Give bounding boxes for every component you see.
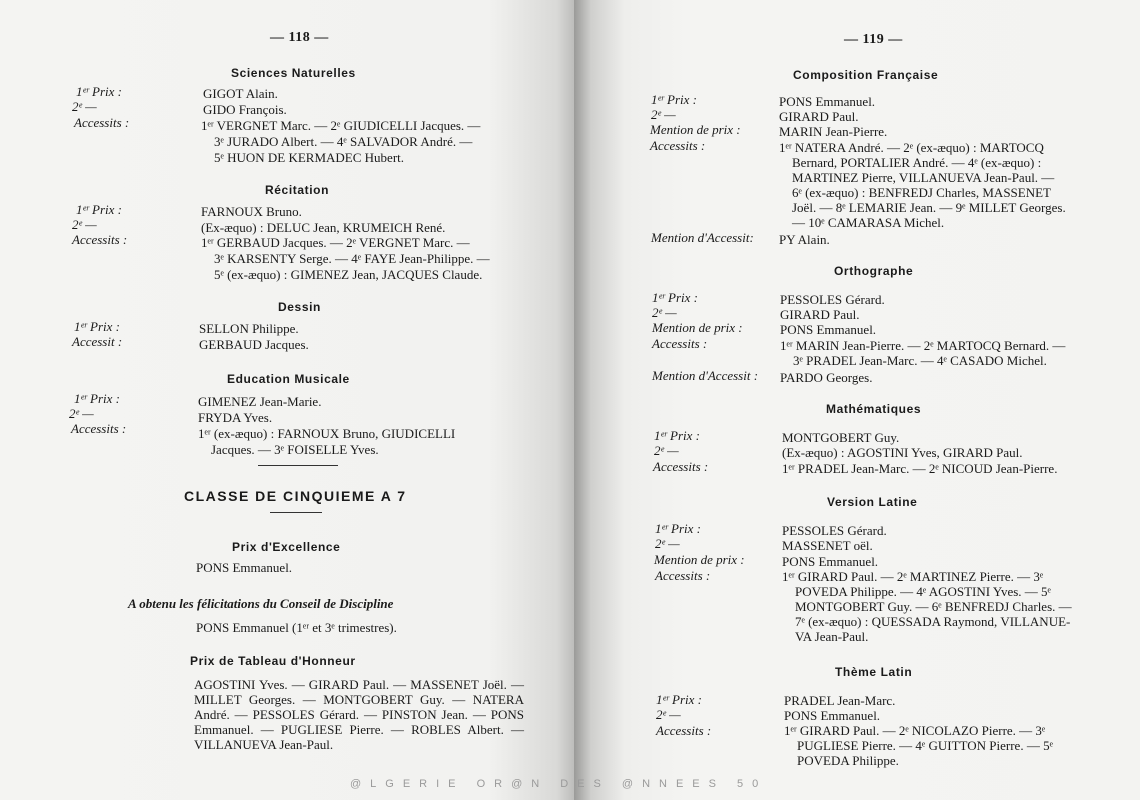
right-page — [574, 0, 1140, 800]
felicitations-winner: PONS Emmanuel (1ᵉʳ et 3ᵉ trimestres). — [196, 620, 397, 635]
divider — [270, 512, 322, 513]
accessit-line: MONTGOBERT Guy. — 6ᵉ BENFREDJ Charles. — — [795, 599, 1072, 614]
honour-roll-list: AGOSTINI Yves. — GIRARD Paul. — MASSENET Joël. — MILLET Georges. — MONTGOBERT Guy. — NATERA André. — PESSOLES Gérard. — PINSTON Jean. — PONS Emmanuel. — PUGLIESE Pierre. — ROBLES Albert. — VILLANUEVA Jean-Paul. — [194, 677, 524, 752]
accessit-line: 1ᵉʳ GIRARD Paul. — 2ᵉ NICOLAZO Pierre. — 3ᵉ — [784, 723, 1046, 738]
page-number: — 118 — — [270, 30, 329, 45]
prize-label: 2ᵉ — — [652, 305, 677, 320]
accessit-line: 3ᵉ KARSENTY Serge. — 4ᵉ FAYE Jean-Philippe. — — [214, 251, 490, 266]
prize-winner: (Ex-æquo) : DELUC Jean, KRUMEICH René. — [201, 220, 446, 235]
prize-label: 2ᵉ — — [72, 99, 97, 114]
prize-winner: GIRARD Paul. — [780, 307, 860, 322]
prize-label: 1ᵉʳ Prix : — [76, 202, 123, 217]
prize-winner: PONS Emmanuel. — [780, 322, 877, 337]
prize-winner: MARIN Jean-Pierre. — [779, 124, 888, 139]
prize-label: 1ᵉʳ Prix : — [656, 692, 703, 707]
prize-label: 1ᵉʳ Prix : — [74, 319, 121, 334]
watermark-text: @LGERIE OR@N DES @NNEES 50 — [350, 778, 768, 790]
prize-winner: PONS Emmanuel. — [196, 560, 293, 575]
accessits-label: Accessits : — [656, 723, 712, 738]
section-title-orthographe: Orthographe — [834, 264, 914, 278]
accessit-line: 3ᵉ JURADO Albert. — 4ᵉ SALVADOR André. — — [214, 134, 473, 149]
section-title-recitation: Récitation — [265, 183, 330, 197]
accessit-line: 1ᵉʳ PRADEL Jean-Marc. — 2ᵉ NICOUD Jean-Pierre. — [782, 461, 1058, 476]
accessits-label: Accessits : — [652, 336, 708, 351]
prize-winner: PONS Emmanuel. — [784, 708, 881, 723]
accessits-label: Accessits : — [74, 115, 130, 130]
accessits-label: Accessits : — [655, 568, 711, 583]
page-number: — 119 — — [844, 32, 903, 47]
accessit-line: 1ᵉʳ VERGNET Marc. — 2ᵉ GIUDICELLI Jacques. — — [201, 118, 481, 133]
section-title-excellence: Prix d'Excellence — [232, 540, 341, 554]
mention-label: Mention de prix : — [650, 122, 741, 137]
prize-winner: GIMENEZ Jean-Marie. — [198, 394, 322, 409]
accessit-line: MARTINEZ Pierre, VILLANUEVA Jean-Paul. — — [792, 170, 1055, 185]
section-title-version: Version Latine — [827, 495, 918, 509]
accessit-line: 5ᵉ HUON DE KERMADEC Hubert. — [214, 150, 405, 165]
accessit-line: 6ᵉ (ex-æquo) : BENFREDJ Charles, MASSENET — [792, 185, 1051, 200]
prize-label: 2ᵉ — — [656, 707, 681, 722]
accessits-label: Accessits : — [71, 421, 127, 436]
accessits-label: Accessits : — [72, 232, 128, 247]
prize-winner: PRADEL Jean-Marc. — [784, 693, 896, 708]
section-title-maths: Mathématiques — [826, 402, 922, 416]
accessit-line: PUGLIESE Pierre. — 4ᵉ GUITTON Pierre. — 5ᵉ — [797, 738, 1053, 753]
accessit-line: 1ᵉʳ GIRARD Paul. — 2ᵉ MARTINEZ Pierre. — 3ᵉ — [782, 569, 1044, 584]
prize-label: 1ᵉʳ Prix : — [652, 290, 699, 305]
prize-winner: GIRARD Paul. — [779, 109, 859, 124]
accessit-line: VA Jean-Paul. — [795, 629, 869, 644]
accessit-line: 1ᵉʳ MARIN Jean-Pierre. — 2ᵉ MARTOCQ Bernard. — — [780, 338, 1066, 353]
prize-label: 2ᵉ — — [69, 406, 94, 421]
accessit-line: 3ᵉ PRADEL Jean-Marc. — 4ᵉ CASADO Michel. — [793, 353, 1047, 368]
prize-winner: PARDO Georges. — [780, 370, 873, 385]
accessit-label: Accessit : — [72, 334, 123, 349]
prize-label: 2ᵉ — — [651, 107, 676, 122]
prize-winner: PESSOLES Gérard. — [780, 292, 885, 307]
mention-accessit-label: Mention d'Accessit: — [651, 230, 754, 245]
divider — [258, 465, 338, 466]
accessits-label: Accessits : — [653, 459, 709, 474]
section-title-composition: Composition Française — [793, 68, 939, 82]
prize-label: 2ᵉ — — [654, 443, 679, 458]
prize-winner: FRYDA Yves. — [198, 410, 273, 425]
prize-winner: GERBAUD Jacques. — [199, 337, 309, 352]
mention-label: Mention de prix : — [654, 552, 745, 567]
class-title: CLASSE DE CINQUIEME A 7 — [184, 488, 407, 504]
accessit-line: 1ᵉʳ (ex-æquo) : FARNOUX Bruno, GIUDICELLI — [198, 426, 456, 441]
prize-winner: PONS Emmanuel. — [779, 94, 876, 109]
accessits-label: Accessits : — [650, 138, 706, 153]
prize-label: 1ᵉʳ Prix : — [655, 521, 702, 536]
prize-label: 1ᵉʳ Prix : — [76, 84, 123, 99]
prize-winner: GIDO François. — [203, 102, 287, 117]
accessit-line: — 10ᵉ CAMARASA Michel. — [792, 215, 945, 230]
prize-label: 2ᵉ — — [72, 217, 97, 232]
accessit-line: Joël. — 8ᵉ LEMARIE Jean. — 9ᵉ MILLET Georges. — [792, 200, 1066, 215]
accessit-line: 7ᵉ (ex-æquo) : QUESSADA Raymond, VILLANUE- — [795, 614, 1071, 629]
prize-winner: PONS Emmanuel. — [782, 554, 879, 569]
prize-label: 1ᵉʳ Prix : — [651, 92, 698, 107]
accessit-line: POVEDA Philippe. — 4ᵉ AGOSTINI Yves. — 5ᵉ — [795, 584, 1051, 599]
mention-label: Mention de prix : — [652, 320, 743, 335]
section-title-tableau: Prix de Tableau d'Honneur — [190, 654, 356, 668]
prize-winner: MONTGOBERT Guy. — [782, 430, 900, 445]
prize-label: 1ᵉʳ Prix : — [654, 428, 701, 443]
mention-accessit-label: Mention d'Accessit : — [652, 368, 759, 383]
section-title-dessin: Dessin — [278, 300, 321, 314]
felicitations-title: A obtenu les félicitations du Conseil de Discipline — [128, 596, 394, 611]
accessit-line: Jacques. — 3ᵉ FOISELLE Yves. — [211, 442, 379, 457]
prize-winner: (Ex-æquo) : AGOSTINI Yves, GIRARD Paul. — [782, 445, 1023, 460]
section-title-sciences: Sciences Naturelles — [231, 66, 356, 80]
accessit-line: 1ᵉʳ GERBAUD Jacques. — 2ᵉ VERGNET Marc. — — [201, 235, 470, 250]
prize-winner: SELLON Philippe. — [199, 321, 299, 336]
section-title-musique: Education Musicale — [227, 372, 350, 386]
accessit-line: 1ᵉʳ NATERA André. — 2ᵉ (ex-æquo) : MARTOCQ — [779, 140, 1044, 155]
prize-winner: PESSOLES Gérard. — [782, 523, 887, 538]
prize-winner: MASSENET oël. — [782, 538, 873, 553]
accessit-line: POVEDA Philippe. — [797, 753, 899, 768]
accessit-line: Bernard, PORTALIER André. — 4ᵉ (ex-æquo) : — [792, 155, 1042, 170]
accessit-line: 5ᵉ (ex-æquo) : GIMENEZ Jean, JACQUES Claude. — [214, 267, 483, 282]
prize-label: 2ᵉ — — [655, 536, 680, 551]
prize-winner: GIGOT Alain. — [203, 86, 278, 101]
prize-winner: FARNOUX Bruno. — [201, 204, 302, 219]
prize-label: 1ᵉʳ Prix : — [74, 391, 121, 406]
section-title-theme: Thème Latin — [835, 665, 913, 679]
prize-winner: PY Alain. — [779, 232, 830, 247]
